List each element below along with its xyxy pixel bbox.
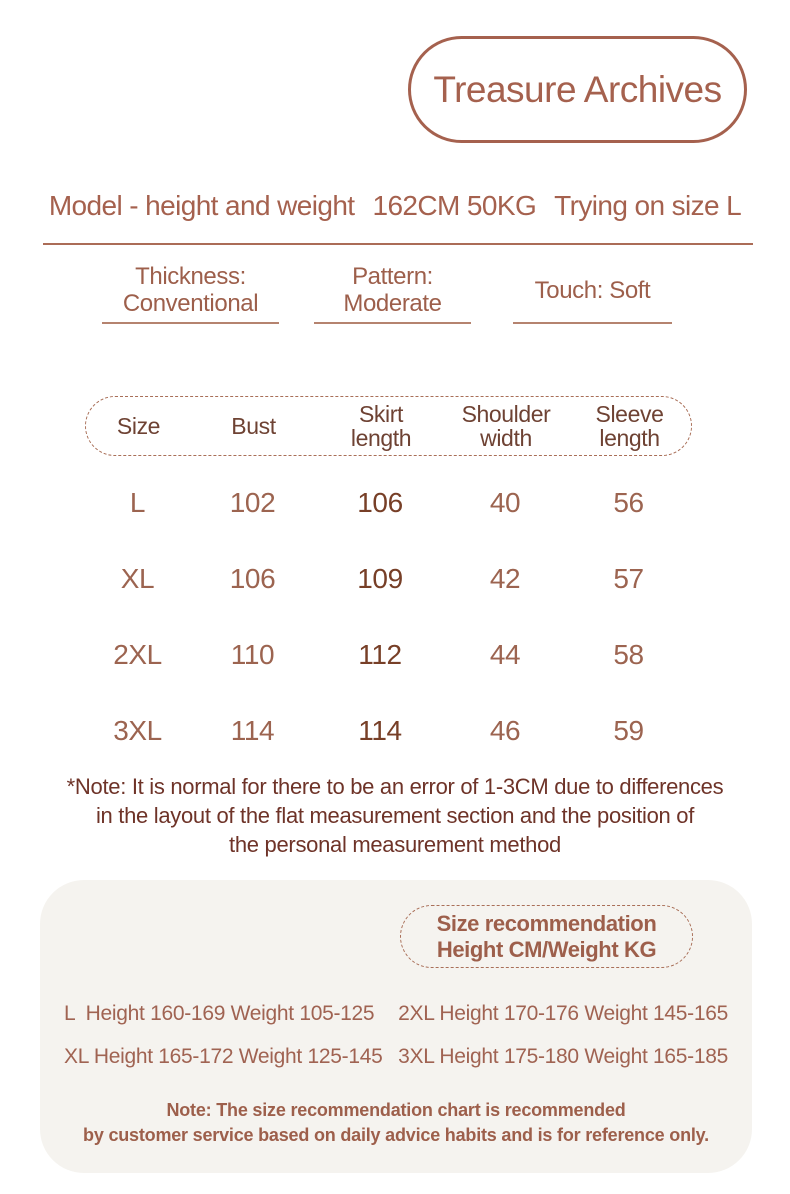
cell-sleeve-length: 59	[613, 715, 644, 746]
table-row-2xl	[85, 617, 692, 693]
recommendation-row-2	[64, 1035, 728, 1078]
header-cell-sleeve-length	[578, 402, 682, 450]
trying-size-label: Trying on size L	[554, 190, 742, 221]
header-size-label: Size	[116, 413, 161, 439]
cell-size: L	[129, 487, 146, 518]
cell-sleeve-length: 56	[613, 487, 644, 518]
attribute-touch	[513, 262, 672, 324]
size-recommendation-box	[40, 880, 752, 1173]
size-recommendation-pill	[400, 905, 693, 968]
brand-badge	[408, 36, 747, 143]
size-table-header	[85, 396, 692, 456]
header-bust-label: Bust	[231, 413, 276, 439]
cell-size: 2XL	[113, 639, 162, 670]
header-skirt-length-label: Skirt length	[350, 401, 412, 451]
cell-shoulder-width: 42	[489, 563, 521, 594]
recommendation-l: L Height 160-169 Weight 105-125	[64, 1001, 375, 1025]
title-underline	[43, 243, 753, 245]
attribute-thickness-value: Conventional	[122, 290, 259, 317]
size-recommendation-title: Size recommendation	[436, 910, 657, 936]
table-row-l	[85, 465, 692, 541]
cell-size: XL	[120, 563, 155, 594]
size-recommendation-subtitle: Height CM/Weight KG	[436, 936, 657, 962]
cell-bust: 106	[229, 563, 276, 594]
size-table-body	[85, 465, 692, 769]
size-recommendation-rows	[64, 992, 728, 1078]
cell-skirt-length: 112	[358, 639, 402, 670]
recommendation-2xl: 2XL Height 170-176 Weight 145-165	[398, 1001, 728, 1025]
cell-size: 3XL	[113, 715, 162, 746]
cell-skirt-length: 109	[357, 563, 403, 594]
cell-shoulder-width: 44	[489, 639, 521, 670]
measurement-note-line1: *Note: It is normal for there to be an error of 1-3CM due to differences	[66, 774, 724, 799]
brand-badge-label: Treasure Archives	[433, 68, 722, 110]
attribute-touch-label: Touch: Soft	[534, 276, 651, 304]
attribute-pattern-value: Moderate	[343, 290, 442, 317]
table-row-xl	[85, 541, 692, 617]
model-stats: 162CM 50KG	[372, 190, 537, 221]
header-cell-skirt-length	[329, 402, 433, 450]
cell-bust: 114	[230, 715, 275, 746]
cell-sleeve-length: 57	[613, 563, 644, 594]
attribute-thickness	[102, 262, 279, 324]
cell-shoulder-width: 40	[489, 487, 521, 518]
cell-bust: 110	[230, 639, 275, 670]
model-info-title: Model - height and weight	[48, 190, 355, 221]
cell-sleeve-length: 58	[613, 639, 644, 670]
cell-skirt-length: 114	[358, 715, 402, 746]
attribute-pattern-label: Pattern:	[352, 263, 433, 290]
recommendation-note-line1: Note: The size recommendation chart is recommended	[166, 1100, 626, 1120]
cell-skirt-length: 106	[357, 487, 403, 518]
recommendation-note	[40, 1098, 752, 1148]
header-cell-size	[117, 414, 160, 438]
header-shoulder-width-label: Shoulder width	[461, 401, 551, 451]
model-info-line	[0, 190, 790, 222]
cell-shoulder-width: 46	[489, 715, 521, 746]
cell-bust: 102	[229, 487, 276, 518]
header-sleeve-length-label: Sleeve length	[595, 401, 664, 451]
recommendation-row-1	[64, 992, 728, 1035]
measurement-note-line3: the personal measurement method	[229, 832, 561, 857]
attribute-pattern	[314, 262, 471, 324]
measurement-note-line2: in the layout of the flat measurement section and the position of	[95, 803, 695, 828]
table-row-3xl	[85, 693, 692, 769]
attribute-thickness-label: Thickness:	[135, 263, 246, 290]
recommendation-note-line2: by customer service based on daily advice habits and is for reference only.	[83, 1125, 709, 1145]
recommendation-xl: XL Height 165-172 Weight 125-145	[64, 1044, 383, 1068]
measurement-note	[25, 772, 765, 859]
header-cell-bust	[231, 414, 275, 438]
recommendation-3xl: 3XL Height 175-180 Weight 165-185	[398, 1044, 728, 1068]
header-cell-shoulder-width	[454, 402, 558, 450]
